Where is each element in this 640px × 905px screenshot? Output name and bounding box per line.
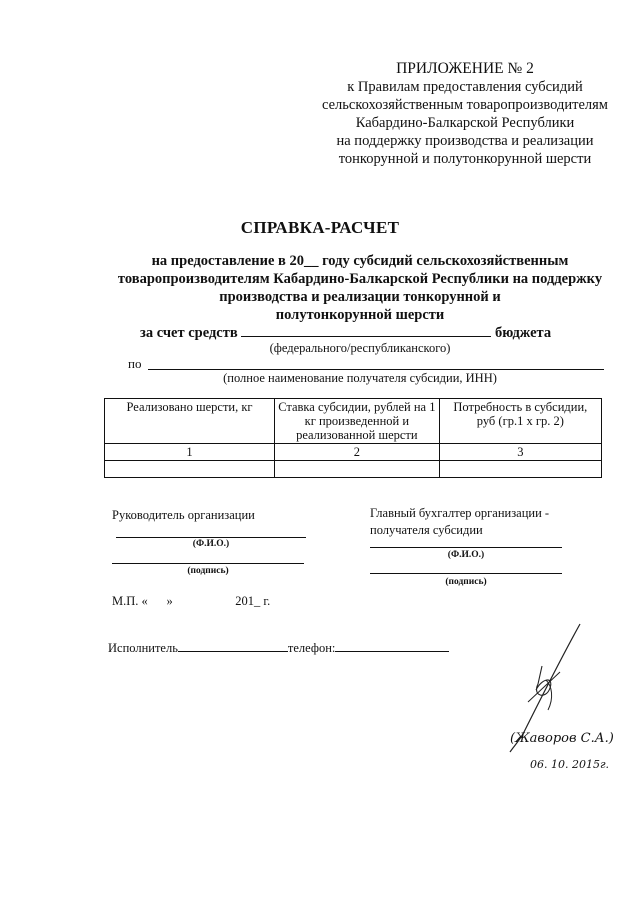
appendix-line: Кабардино-Балкарской Республики	[355, 115, 575, 131]
table-number-cell: 2	[275, 444, 440, 461]
handwritten-name: (Жаворов С.А.)	[510, 731, 614, 746]
subheading-line: полутонкорунной шерсти	[275, 307, 445, 323]
executor-line	[108, 640, 449, 656]
executor-label: Исполнитель	[108, 641, 178, 655]
accountant-label: Главный бухгалтер организации -	[370, 506, 550, 520]
calculation-table	[104, 398, 602, 478]
head-fio-caption: (Ф.И.О.)	[192, 539, 230, 549]
document-heading: СПРАВКА-РАСЧЕТ	[240, 218, 400, 237]
handwritten-date: 06. 10. 2015г.	[530, 758, 610, 771]
accountant-sign-caption: (подпись)	[445, 577, 487, 587]
table-number-cell: 3	[439, 444, 601, 461]
head-sign-line[interactable]	[112, 563, 304, 564]
table-row	[105, 461, 602, 478]
budget-caption: (федерального/республиканского)	[269, 341, 451, 355]
budget-line	[140, 324, 551, 342]
stamp-date-line: М.П. « » 201_ г.	[112, 594, 271, 608]
table-number-row	[105, 444, 602, 461]
phone-blank[interactable]	[335, 640, 449, 652]
head-label: Руководитель организации	[112, 508, 255, 522]
head-sign-caption: (подпись)	[187, 566, 229, 576]
document-subheading	[100, 252, 620, 324]
recipient-prefix: по	[128, 356, 142, 371]
head-fio-line[interactable]	[116, 537, 306, 538]
phone-label: телефон:	[287, 641, 336, 655]
table-cell[interactable]	[105, 461, 275, 478]
appendix-title: ПРИЛОЖЕНИЕ № 2	[396, 60, 534, 77]
appendix-line: тонкорунной и полутонкорунной шерсти	[338, 151, 592, 167]
table-header-cell: Ставка субсидии, рублей на 1 кг произведенной и реализованной шерсти	[275, 399, 440, 444]
appendix-block	[300, 60, 630, 168]
accountant-sign-line[interactable]	[370, 573, 562, 574]
appendix-line: к Правилам предоставления субсидий	[347, 79, 583, 95]
subheading-line: производства и реализации тонкорунной и	[219, 289, 501, 305]
accountant-fio-caption: (Ф.И.О.)	[447, 550, 485, 560]
subheading-line: товаропроизводителям Кабардино-Балкарской Республики на поддержку	[117, 271, 603, 287]
recipient-blank[interactable]	[148, 369, 604, 370]
table-cell[interactable]	[275, 461, 440, 478]
subheading-line: на предоставление в 20__ году субсидий сельскохозяйственным	[151, 253, 569, 269]
table-number-cell: 1	[105, 444, 275, 461]
budget-suffix: бюджета	[494, 325, 552, 341]
accountant-label-2: получателя субсидии	[370, 523, 483, 537]
appendix-line: сельскохозяйственным товаропроизводителям	[322, 97, 608, 113]
table-header-cell: Потребность в субсидии, руб (гр.1 х гр. 2)	[439, 399, 601, 444]
table-cell[interactable]	[439, 461, 601, 478]
budget-prefix: за счет средств	[140, 325, 238, 341]
budget-blank[interactable]	[241, 324, 491, 337]
recipient-caption: (полное наименование получателя субсидии, ИНН)	[223, 371, 497, 385]
table-header-cell: Реализовано шерсти, кг	[105, 399, 275, 444]
table-header-row	[105, 399, 602, 444]
executor-blank[interactable]	[178, 640, 288, 652]
appendix-line: на поддержку производства и реализации	[336, 133, 594, 149]
accountant-fio-line[interactable]	[370, 547, 562, 548]
